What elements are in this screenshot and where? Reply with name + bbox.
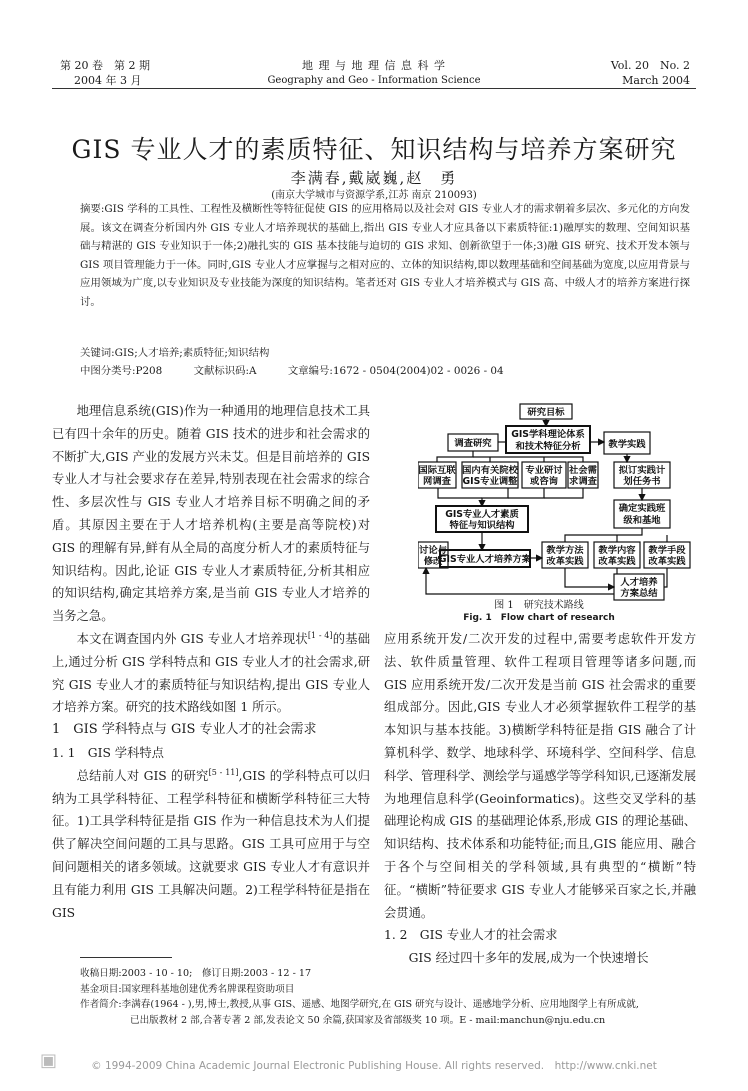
- section-1-2-paragraph: GIS 经过四十多年的发展,成为一个快速增长: [408, 951, 649, 966]
- keywords: 关键词:GIS;人才培养;素质特征;知识结构: [80, 347, 270, 359]
- node-intl-2: 网调查: [423, 476, 451, 487]
- node-means-1: 教学手段: [648, 545, 686, 556]
- figure-caption: [384, 599, 694, 625]
- node-discuss-1: 讨论与: [419, 545, 447, 556]
- fund-info: 基金项目:国家理科基地创建优秀名牌课程资助项目: [80, 983, 295, 995]
- node-content-2: 改革实践: [598, 556, 636, 567]
- figure-caption-en: Fig. 1 Flow chart of research: [463, 613, 615, 623]
- doc-code: 文献标识码:A: [193, 365, 257, 377]
- node-base-1: 确定实践班: [618, 503, 666, 514]
- node-practice: 教学实践: [608, 439, 646, 450]
- section-heading-1-1: 1. 1 GIS 学科特点: [52, 745, 164, 760]
- abstract-text: 摘要:GIS 学科的工具性、工程性及横断性等特征促使 GIS 的应用格局以及社会对 GIS 专业人才的需求朝着多层次、多元化的方向发展。该文在调查分析国内外 GIS 专业人才培养现状的基础上,指出 GIS 专业人才应具备以下素质特征:1)融厚实的数理、空间知识基础与精湛的 GIS 专业知识于一体;2)融扎实的 GIS 基本技能与迫切的 GIS 求知、创新欲望于一体;3)融 GIS 研究、技术开发本领与 GIS 项目管理能力于一体。同时,GIS 专业人才应掌握与之相对应的、立体的知识结构,即以数理基础和空间基础为宽度,以应用背景与应用领域为广度,以专业知识及专业技能为深度的知识结构。笔者还对 GIS 专业人才培养模式与 GIS 高、中级人才的培养方案进行探讨。: [80, 203, 690, 308]
- node-discuss-2: 修改: [423, 556, 443, 567]
- volume-issue-cn: 第 20 卷 第 2 期 2004 年 3 月: [60, 59, 150, 87]
- section-1-1-paragraph: 总结前人对 GIS 的研究[5 - 11],GIS 的学科特点可以归纳为工具学科特征、工程学科特征和横断学科特征三大特征。1)工具学科特征是指 GIS 作为一种信息技术为人们提供了解决空间问题的工具与思路。GIS 工具可应用于与空间问题相关的诸多领域。这就要求 GIS 专业人才有意识并且有能力利用 GIS 工具解决问题。2)工程学科特征是指在 GIS: [52, 767, 370, 920]
- abstract: [80, 200, 690, 312]
- section-heading-1-2: 1. 2 GIS 专业人才的社会需求: [384, 928, 558, 943]
- node-intl-1: 国际互联: [418, 465, 456, 476]
- volume-issue-en: Vol. 20 No. 2 March 2004: [610, 59, 690, 87]
- citation: [1 - 4]: [307, 630, 333, 640]
- header-rule: [52, 88, 696, 89]
- authors: 李满春,戴崴巍,赵 勇: [290, 169, 458, 187]
- intro-paragraph-2: 本文在调查国内外 GIS 专业人才培养现状[1 - 4]的基础上,通过分析 GIS 学科特点和 GIS 专业人才的社会需求,研究 GIS 专业人才的素质特征与知识结构,提出 GIS 专业人才培养方案。研究的技术路线如图 1 所示。: [52, 630, 370, 715]
- node-traits-2: 特征与知识结构: [449, 520, 515, 531]
- node-social-1: 社会需: [569, 465, 597, 476]
- node-base-2: 级和基地: [623, 515, 661, 526]
- node-content-1: 教学内容: [598, 545, 636, 556]
- flowchart-figure: [418, 402, 718, 602]
- author-bio-continued: 已出版教材 2 部,合著专著 2 部,发表论文 50 余篇,获国家及省部级奖 10 项。E - mail:manchun@nju.edu.cn: [130, 1014, 606, 1026]
- figure-caption-cn: 图 1 研究技术路线: [494, 600, 584, 611]
- right-column: [384, 628, 696, 970]
- clc-number: 中图分类号:P208: [80, 365, 163, 377]
- node-summary-1: 人才培养: [620, 577, 658, 588]
- node-scheme: GIS专业人才培养方案: [438, 554, 532, 565]
- node-method-1: 教学方法: [546, 545, 584, 556]
- node-expert-2: 或咨询: [530, 476, 558, 487]
- meta-info: [80, 344, 504, 380]
- node-plan-2: 划任务书: [623, 476, 661, 487]
- node-survey: 调查研究: [454, 438, 492, 449]
- affiliation: (南京大学城市与资源学系,江苏 南京 210093): [271, 190, 477, 201]
- node-domestic-2: GIS专业调整: [462, 476, 518, 487]
- node-expert-1: 专业研讨: [525, 465, 563, 476]
- node-domestic-1: 国内有关院校: [462, 465, 518, 476]
- node-theory-2: 和技术特征分析: [515, 441, 581, 452]
- node-plan-1: 拟订实践计: [618, 465, 666, 476]
- author-bio: 作者简介:李满春(1964 - ),男,博士,教授,从事 GIS、遥感、地图学研究,在 GIS 研究与设计、遥感地学分析、应用地图学上有所成就,: [80, 999, 639, 1010]
- footnotes: [80, 966, 700, 1028]
- footnote-rule: [80, 957, 172, 958]
- node-theory-1: GIS学科理论体系: [511, 429, 585, 440]
- section-1-1-continued: 应用系统开发/二次开发的过程中,需要考虑软件开发方法、软件质量管理、软件工程项目管理等诸多问题,而 GIS 应用系统开发/二次开发是当前 GIS 社会需求的重要组成部分。因此,GIS 专业人才必须掌握软件工程学的基本知识与基本技能。3)横断学科特征是指 GIS 融合了计算机科学、数学、地球科学、环境科学、空间科学、信息科学、管理科学、测绘学与遥感学等学科知识,已逐渐发展为地理信息科学(Geoinformatics)。这些交叉学科的基础理论构成 GIS 的基础理论体系,形成 GIS 的理论基础、知识结构、技术体系和功能特征;而且,GIS 能应用、融合于各个与空间相关的学科领域,具有典型的“横断”特征。“横断”特征要求 GIS 专业人才能够采百家之长,并融会贯通。: [384, 632, 696, 920]
- paper-title: GIS 专业人才的素质特征、知识结构与培养方案研究: [71, 135, 677, 164]
- publisher-logo-icon: ▣: [40, 1050, 58, 1071]
- intro-paragraph-1: 地理信息系统(GIS)作为一种通用的地理信息技术工具已有四十余年的历史。随着 GIS 技术的进步和社会需求的不断扩大,GIS 产业的发展方兴未艾。但是目前培养的 GIS 专业人才与社会要求存在差异,特别表现在社会需求的综合性、多层次性与 GIS 专业人才培养目标不明确之间的矛盾。其原因主要在于人才培养机构(主要是高等院校)对 GIS 的理解有异,鲜有从全局的高度分析人才的素质特征与知识结构。因此,论证 GIS 专业人才素质特征,分析其相应的知识结构,确定其培养方案,是当前 GIS 专业人才培养的当务之急。: [52, 404, 370, 624]
- copyright-footer: © 1994-2009 China Academic Journal Electronic Publishing House. All rights reserved. http://www.cnki.net: [91, 1060, 657, 1072]
- citation: [5 - 11]: [208, 767, 239, 777]
- node-social-2: 求调查: [569, 476, 597, 487]
- node-summary-2: 方案总结: [620, 588, 658, 599]
- journal-name: 地 理 与 地 理 信 息 科 学 Geography and Geo - Information Science: [267, 59, 481, 86]
- article-number: 文章编号:1672 - 0504(2004)02 - 0026 - 04: [287, 365, 504, 377]
- received-date: 收稿日期:2003 - 10 - 10; 修订日期:2003 - 12 - 17: [80, 968, 312, 979]
- node-means-2: 改革实践: [648, 556, 686, 567]
- left-column: [52, 400, 370, 924]
- section-heading-1: 1 GIS 学科特点与 GIS 专业人才的社会需求: [52, 722, 317, 738]
- node-traits-1: GIS专业人才素质: [445, 509, 519, 520]
- node-method-2: 改革实践: [546, 556, 584, 567]
- node-goal: 研究目标: [527, 407, 565, 418]
